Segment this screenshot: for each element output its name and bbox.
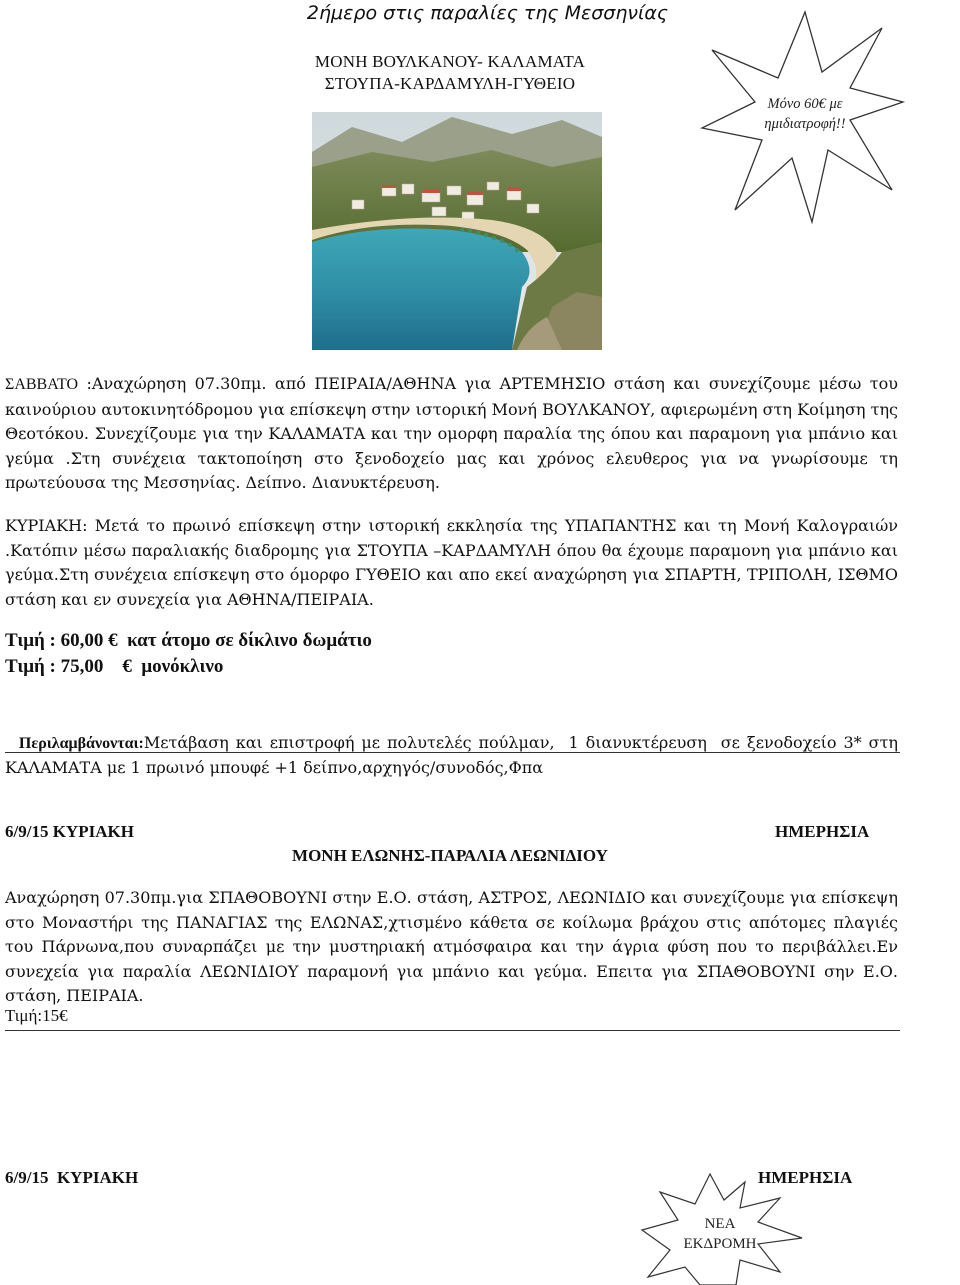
saturday-text: :Αναχώρηση 07.30πμ. από ΠΕΙΡΑΙΑ/ΑΘΗΝΑ για ΑΡΤΕΜΗΣΙΟ στάση και συνεχίζουμε μέσω του καινούριου αυτοκινητόδρομου για επίσκεψη στην ιστορική Μονή ΒΟΥΛΚΑΝΟΥ, αφιερωμένη στη Κοίμηση της Θεοτόκου. Συνεχίζουμε για την ΚΑΛΑΜΑΤΑ και την ομορφη παραλία της όπου και παραμονη για μπάνιο και γεύμα .Στη συνέχεια τακτοποίηση στο ξενοδοχείο μας και χρόνος ελευθερος για να γνωρίσουμε τη πρωτεύουσα της Μεσσηνίας. Δείπνο. Διανυκτέρευση.: [5, 374, 898, 492]
sunday-paragraph: [5, 514, 898, 612]
new-tour-line1: ΝΕΑ: [704, 1216, 736, 1232]
promo-text: Μόνο 60€ με ημιδιατροφή!!: [764, 96, 846, 132]
saturday-paragraph: [5, 372, 898, 496]
tour1-title-line1: ΜΟΝΗ ΒΟΥΛΚΑΝΟΥ- ΚΑΛΑΜΑΤΑ: [314, 52, 586, 71]
includes-label: Περιλαμβάνονται:: [18, 734, 144, 752]
tour3-date: 6/9/15 ΚΥΡΙΑΚΗ: [5, 1168, 139, 1187]
includes-text: Μετάβαση και επιστροφή με πολυτελές πούλμαν, 1 διανυκτέρευση σε ξενοδοχείο 3* στη ΚΑΛΑΜΑΤΑ με 1 πρωινό μπουφέ +1 δείπνο,αρχηγός/συνοδός,Φπα: [5, 732, 904, 777]
price-single: Τιμή : 75,00 € μονόκλινο: [5, 656, 224, 677]
tour2-date: 6/9/15 ΚΥΡΙΑΚΗ: [5, 822, 134, 841]
tour2-paragraph: Αναχώρηση 07.30πμ.για ΣΠΑΘΟΒΟΥΝΙ στην Ε.Ο. στάση, ΑΣΤΡΟΣ, ΛΕΩΝΙΔΙΟ και συνεχίζουμε για επίσκεψη στο Μοναστήρι της ΠΑΝΑΓΙΑΣ της ΕΛΩΝΑΣ,χτισμένο κάθετα σε κοίλωμα βράχου στις απότομες πλαγιές του Πάρνωνα,που συναρπάζει με την μυστηριακή ατμόσφαιρα και την άγρια φύση που το περιβάλλει.Εν συνεχεία για παραλία ΛΕΩΝΙΔΙΟΥ παραμονή για μπάνιο και γεύμα. Επειτα για ΣΠΑΘΟΒΟΥΝΙ σην Ε.Ο. στάση, ΠΕΙΡΑΙΑ.: [5, 888, 898, 1005]
price-double: Τιμή : 60,00 € κατ άτομο σε δίκλινο δωμάτιο: [5, 630, 372, 651]
includes-paragraph: [5, 706, 904, 781]
new-tour-badge: [640, 1172, 805, 1285]
tour3-type: ΗΜΕΡΗΣΙΑ: [758, 1168, 853, 1187]
sunday-label: ΚΥΡΙΑΚΗ:: [5, 516, 88, 535]
tour2-title: ΜΟΝΗ ΕΛΩΝΗΣ-ΠΑΡΑΛΙΑ ΛΕΩΝΙΔΙΟΥ: [292, 846, 608, 865]
promo-starburst: [700, 10, 905, 225]
sunday-text: Μετά το πρωινό επίσκεψη στην ιστορική εκκλησία της ΥΠΑΠΑΝΤΗΣ και τη Μονή Καλογραιών .Κατόπιν μέσω παραλιακής διαδρομης για ΣΤΟΥΠΑ –ΚΑΡΔΑΜΥΛΗ όπου θα έχουμε παραμονη για μπάνιο και γεύμα.Στη συνέχεια επίσκεψη στο όμορφο ΓΥΘΕΙΟ και απο εκεί αναχώρηση για ΣΠΑΡΤΗ, ΤΡΙΠΟΛΗ, ΙΣΘΜΟ στάση και εν συνεχεία για ΑΘΗΝΑ/ΠΕΙΡΑΙΑ.: [5, 516, 898, 609]
new-tour-line2: ΕΚΔΡΟΜΗ: [683, 1236, 757, 1252]
tour2-type: ΗΜΕΡΗΣΙΑ: [775, 822, 870, 841]
beach-photo: [312, 112, 602, 350]
tour2-price: Τιμή:15€: [5, 1006, 68, 1025]
divider-1: [5, 752, 900, 753]
saturday-label: ΣΑΒΒΑΤΟ: [5, 376, 79, 393]
divider-2: [5, 1030, 900, 1031]
tour1-title-line2: ΣΤΟΥΠΑ-ΚΑΡΔΑΜΥΛΗ-ΓΥΘΕΙΟ: [324, 74, 576, 93]
beach-photo-image: [312, 112, 602, 350]
page-title: 2ήμερο στις παραλίες της Μεσσηνίας: [306, 2, 669, 24]
